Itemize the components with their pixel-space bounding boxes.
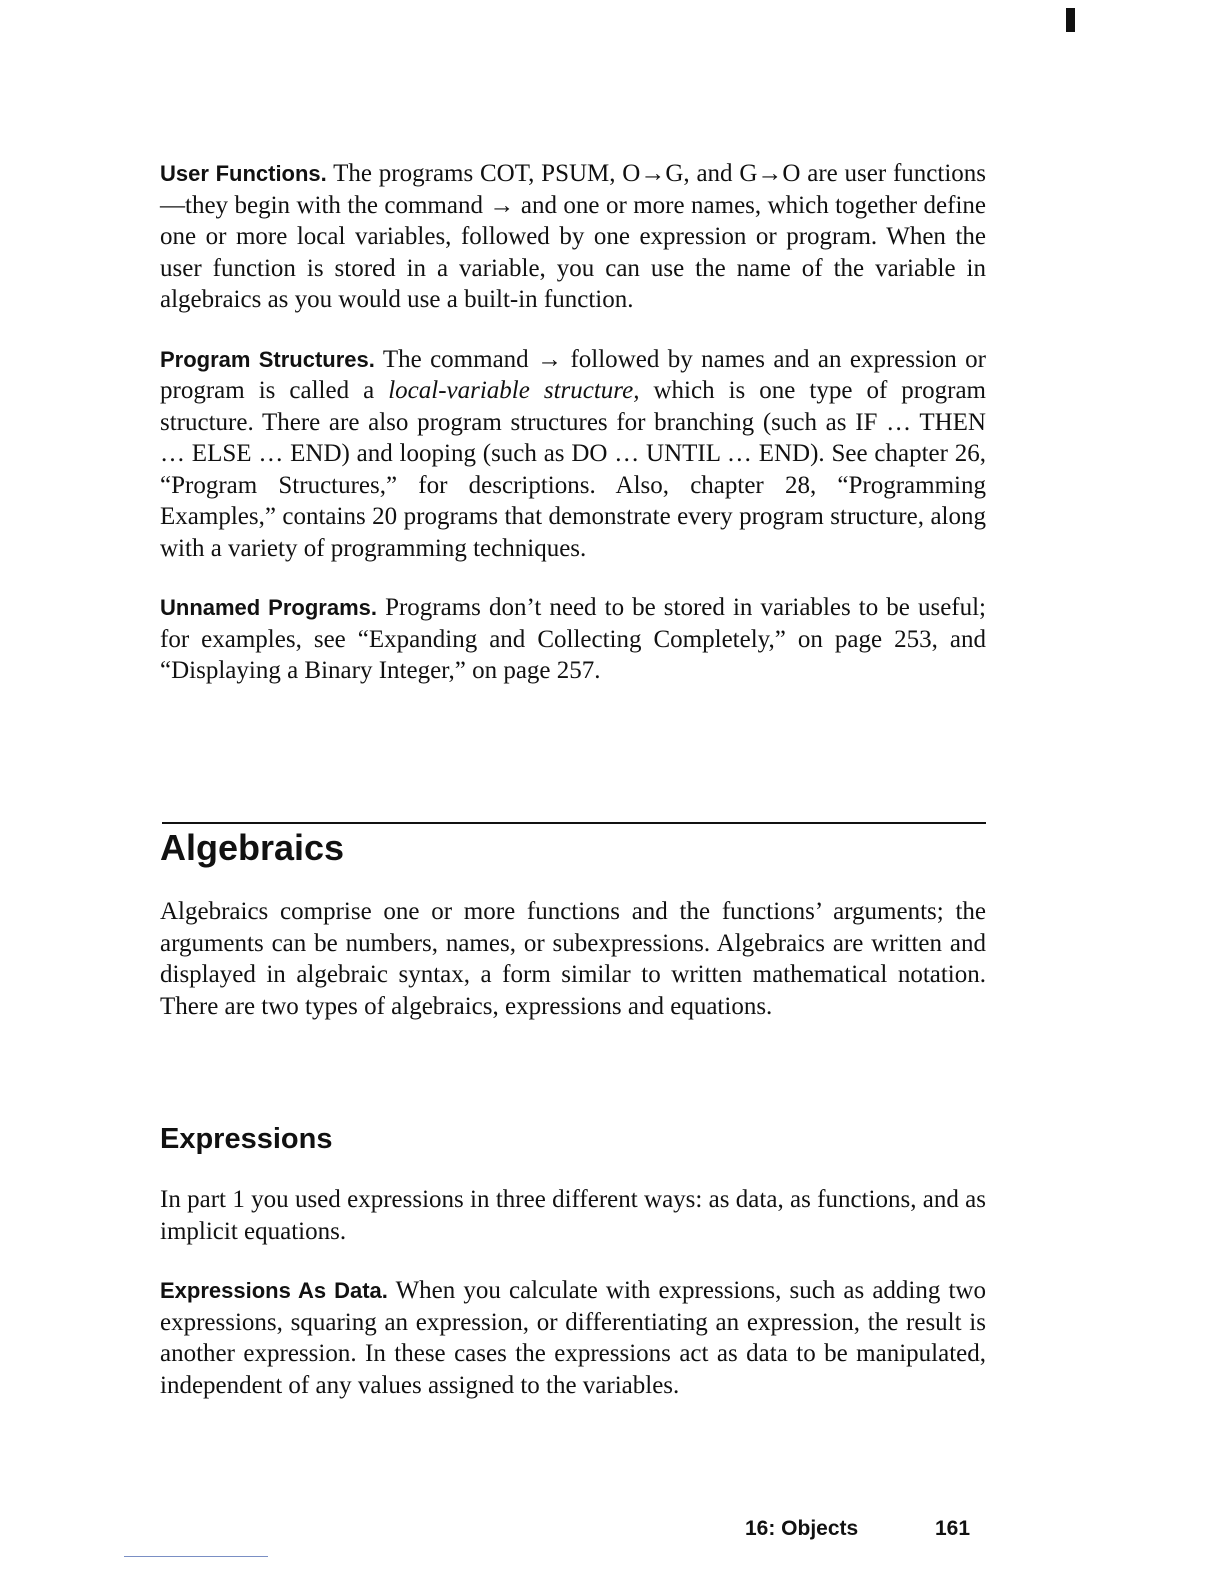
- subsection-title-expressions: Expressions: [160, 1123, 333, 1155]
- page-number: 161: [935, 1517, 971, 1540]
- program-structures-text-2: which is one type of program structure. There are also program structures for branching (such as IF … THEN … ELSE … END) and looping (such as DO … UNTIL … END). See chapter 26, “Program Structures,” for descriptions. Also, chapter 28, “Programming Examples,” contains 20 programs that demonstrate every program structure, along with a variety of programming techniques.: [160, 377, 986, 562]
- paragraph-unnamed-programs: [160, 592, 986, 687]
- paragraph-expressions-intro: In part 1 you used expressions in three different ways: as data, as functions, and as implicit equations.: [160, 1186, 986, 1245]
- section-title-algebraics: Algebraics: [160, 827, 345, 868]
- program-structures-text-1: The command → followed by names and an expression or program is called a: [160, 345, 986, 404]
- upper-body: [160, 158, 986, 687]
- paragraph-user-functions: [160, 158, 986, 316]
- unnamed-programs-text: Programs don’t need to be stored in variables to be useful; for examples, see “Expanding and Collecting Completely,” on page 253, and “Displaying a Binary Integer,” on page 257.: [160, 594, 987, 684]
- run-in-heading-program-structures: Program Structures.: [160, 346, 375, 372]
- paragraph-algebraics: Algebraics comprise one or more functions and the functions’ arguments; the arguments can be numbers, names, or subexpressions. Algebraics are written and displayed in algebraic syntax, a form similar to written mathematical notation. There are two types of algebraics, expressions and equations.: [160, 898, 986, 1020]
- paragraph-expressions-as-data: [160, 1275, 986, 1401]
- algebraics-body: [160, 896, 986, 1022]
- bottom-edge-line: [124, 1556, 268, 1557]
- paragraph-program-structures: [160, 344, 986, 565]
- footer-chapter: 16: Objects: [745, 1517, 859, 1540]
- section-rule: [162, 822, 986, 824]
- run-in-heading-expressions-as-data: Expressions As Data.: [160, 1278, 388, 1303]
- user-functions-text: The programs COT, PSUM, O→G, and G→O are user functions—they begin with the command → and one or more names, which together define one or more local variables, followed by one expression or program. When the user function is stored in a variable, you can use the name of the variable in algebraics as you would use a built-in function.: [160, 160, 987, 313]
- run-in-heading-unnamed-programs: Unnamed Programs.: [160, 595, 377, 620]
- scan-mark: [1066, 8, 1075, 32]
- expressions-as-data-text: When you calculate with expressions, such as adding two expressions, squaring an expression, or differentiating an expression, the result is another expression. In these cases the expressions act as data to be manipulated, independent of any values assigned to the variables.: [160, 1277, 986, 1399]
- local-variable-structure-term: local-variable structure,: [388, 377, 640, 404]
- page-footer: [745, 1515, 971, 1543]
- run-in-heading-user-functions: User Functions.: [160, 161, 327, 186]
- expressions-body: [160, 1184, 986, 1401]
